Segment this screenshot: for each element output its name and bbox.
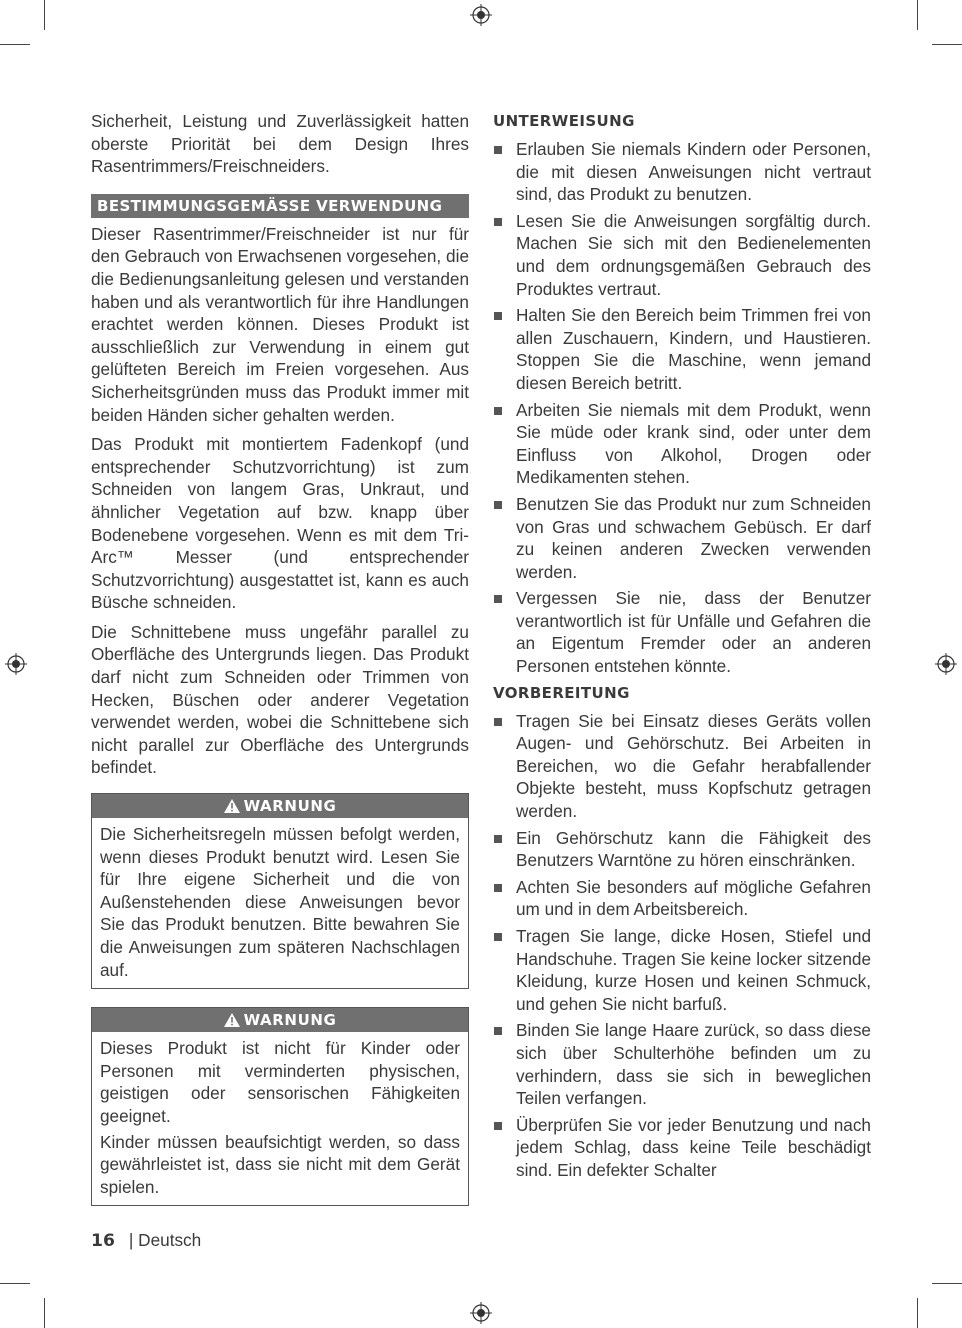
square-bullet-icon: [494, 312, 502, 320]
warning-paragraph: Kinder müssen beaufsichtigt werden, so dass gewährleistet ist, dass sie nicht mit dem Gerät spielen.: [100, 1131, 460, 1197]
square-bullet-icon: [494, 718, 502, 726]
body-paragraph: Das Produkt mit montiertem Fadenkopf (und entsprechender Schutzvorrichtung) ist zum Schneiden von langem Gras, Unkraut, und ähnlicher Vegetation auf bzw. knapp über Bodenebene vorgesehen. Wenn es mit dem Tri-Arc™ Messer (und entsprechender Schutzvorrichtung) ausgestattet ist, kann es auch Büsche schneiden.: [91, 434, 469, 613]
list-item: [493, 138, 871, 206]
registration-mark-icon: [470, 4, 492, 26]
square-bullet-icon: [494, 595, 502, 603]
warning-body: [92, 818, 468, 988]
instruction-list: [493, 138, 871, 678]
crop-mark: [44, 0, 45, 30]
warning-header: [92, 1008, 468, 1032]
square-bullet-icon: [494, 146, 502, 154]
list-item-text: Tragen Sie bei Einsatz dieses Geräts vollen Augen- und Gehörschutz. Bei Arbeiten in Bereichen, wo die Gefahr herabfallender Objekte besteht, muss Kopfschutz getragen werden.: [516, 710, 871, 822]
square-bullet-icon: [494, 501, 502, 509]
list-item: [493, 304, 871, 394]
footer-language: | Deutsch: [128, 1230, 202, 1250]
square-bullet-icon: [494, 884, 502, 892]
preparation-list: [493, 710, 871, 1182]
square-bullet-icon: [494, 933, 502, 941]
crop-mark: [0, 44, 30, 45]
list-item-text: Benutzen Sie das Produkt nur zum Schneiden von Gras und schwachem Gebüsch. Er darf zu keinen anderen Zwecken verwenden werden.: [516, 493, 871, 582]
registration-mark-icon: [470, 1302, 492, 1324]
list-item: [493, 876, 871, 921]
list-item-text: Arbeiten Sie niemals mit dem Produkt, wenn Sie müde oder krank sind, oder unter dem Einfluss von Alkohol, Drogen oder Medikamenten stehen.: [516, 399, 871, 488]
list-item-text: Tragen Sie lange, dicke Hosen, Stiefel und Handschuhe. Tragen Sie keine locker sitzende Kleidung, kurze Hosen und keinen Schmuck, und gehen Sie nicht barfuß.: [516, 926, 871, 1014]
registration-mark-icon: [935, 653, 957, 675]
section-title-intended-use: BESTIMMUNGSGEMÄSSE VERWENDUNG: [91, 194, 469, 218]
registration-mark-icon: [5, 653, 27, 675]
warning-title: WARNUNG: [243, 1011, 337, 1030]
crop-mark: [917, 0, 918, 30]
list-item: [493, 1019, 871, 1109]
list-item-text: Überprüfen Sie vor jeder Benutzung und nach jedem Schlag, dass keine Teile beschädigt sind. Ein defekter Schalter: [516, 1114, 871, 1180]
warning-box: [91, 1007, 469, 1206]
crop-mark: [917, 1298, 918, 1328]
square-bullet-icon: [494, 835, 502, 843]
list-item-text: Binden Sie lange Haare zurück, so dass diese sich über Schulterhöhe befinden um zu verhindern, dass sie sich in beweglichen Teilen verfangen.: [516, 1020, 871, 1109]
list-item: [493, 1114, 871, 1182]
warning-box: [91, 793, 469, 989]
list-item: [493, 925, 871, 1015]
crop-mark: [44, 1298, 45, 1328]
left-column: [91, 110, 469, 1206]
right-column: [493, 110, 871, 1186]
list-item: [493, 710, 871, 823]
square-bullet-icon: [494, 1027, 502, 1035]
body-paragraph: Die Schnittebene muss ungefähr parallel zu Oberfläche des Untergrunds liegen. Das Produkt darf nicht zum Schneiden oder Trimmen von Hecken, Büschen oder anderer Vegetation verwendet werden, wobei die Schnittebene sich nicht parallel zur Oberfläche des Untergrunds befindet.: [91, 621, 469, 778]
section-heading-instruction: UNTERWEISUNG: [493, 112, 635, 130]
warning-body: [92, 1032, 468, 1205]
list-item: [493, 493, 871, 583]
section-heading-preparation: VORBEREITUNG: [493, 683, 630, 702]
crop-mark: [0, 1283, 30, 1284]
square-bullet-icon: [494, 407, 502, 415]
warning-paragraph: Die Sicherheitsregeln müssen befolgt werden, wenn dieses Produkt benutzt wird. Lesen Sie für Ihre eigene Sicherheit und die von Außenstehenden diese Anweisungen bevor Sie das Produkt benutzen. Bitte bewahren Sie die Anweisungen zum späteren Nachschlagen auf.: [100, 824, 460, 980]
list-item-text: Vergessen Sie nie, dass der Benutzer verantwortlich ist für Unfälle und Gefahren die an Eigentum Fremder oder an anderen Personen entstehen könnte.: [516, 588, 871, 677]
warning-header: [92, 794, 468, 818]
list-item: [493, 210, 871, 300]
list-item: [493, 827, 871, 872]
intro-paragraph: Sicherheit, Leistung und Zuverlässigkeit hatten oberste Priorität bei dem Design Ihres Rasentrimmers/Freischneiders.: [91, 111, 469, 177]
warning-triangle-icon: [224, 799, 240, 813]
warning-triangle-icon: [224, 1013, 240, 1027]
list-item: [493, 587, 871, 677]
list-item-text: Halten Sie den Bereich beim Trimmen frei von allen Zuschauern, Kindern, und Haustieren. Stoppen Sie die Maschine, wenn jemand diesen Bereich betritt.: [516, 305, 871, 393]
page-number: 16: [91, 1231, 115, 1251]
body-paragraph: Dieser Rasentrimmer/Freischneider ist nur für den Gebrauch von Erwachsenen vorgesehen, die die Bedienungsanleitung gelesen und verstanden haben und als verantwortlich für ihre Handlungen erachtet werden können. Dieses Produkt ist ausschließlich zur Verwendung in einem gut gelüfteten Bereich im Freien vorgesehen. Aus Sicherheitsgründen muss das Produkt immer mit beiden Händen sicher gehalten werden.: [91, 223, 469, 425]
warning-paragraph: Dieses Produkt ist nicht für Kinder oder Personen mit verminderten physischen, geistigen oder sensorischen Fähigkeiten geeignet.: [100, 1038, 460, 1126]
list-item-text: Erlauben Sie niemals Kindern oder Personen, die mit diesen Anweisungen nicht vertraut sind, das Produkt zu benutzen.: [516, 139, 871, 205]
page-footer: [91, 1230, 201, 1251]
crop-mark: [932, 44, 962, 45]
list-item-text: Lesen Sie die Anweisungen sorgfältig durch. Machen Sie sich mit den Bedienelementen und dem ordnungsgemäßen Gebrauch des Produktes vertraut.: [516, 210, 871, 299]
square-bullet-icon: [494, 218, 502, 226]
list-item: [493, 399, 871, 489]
list-item-text: Achten Sie besonders auf mögliche Gefahren um und in dem Arbeitsbereich.: [516, 876, 871, 920]
warning-title: WARNUNG: [243, 797, 337, 816]
list-item-text: Ein Gehörschutz kann die Fähigkeit des Benutzers Warntöne zu hören einschränken.: [516, 827, 871, 871]
crop-mark: [932, 1283, 962, 1284]
square-bullet-icon: [494, 1122, 502, 1130]
